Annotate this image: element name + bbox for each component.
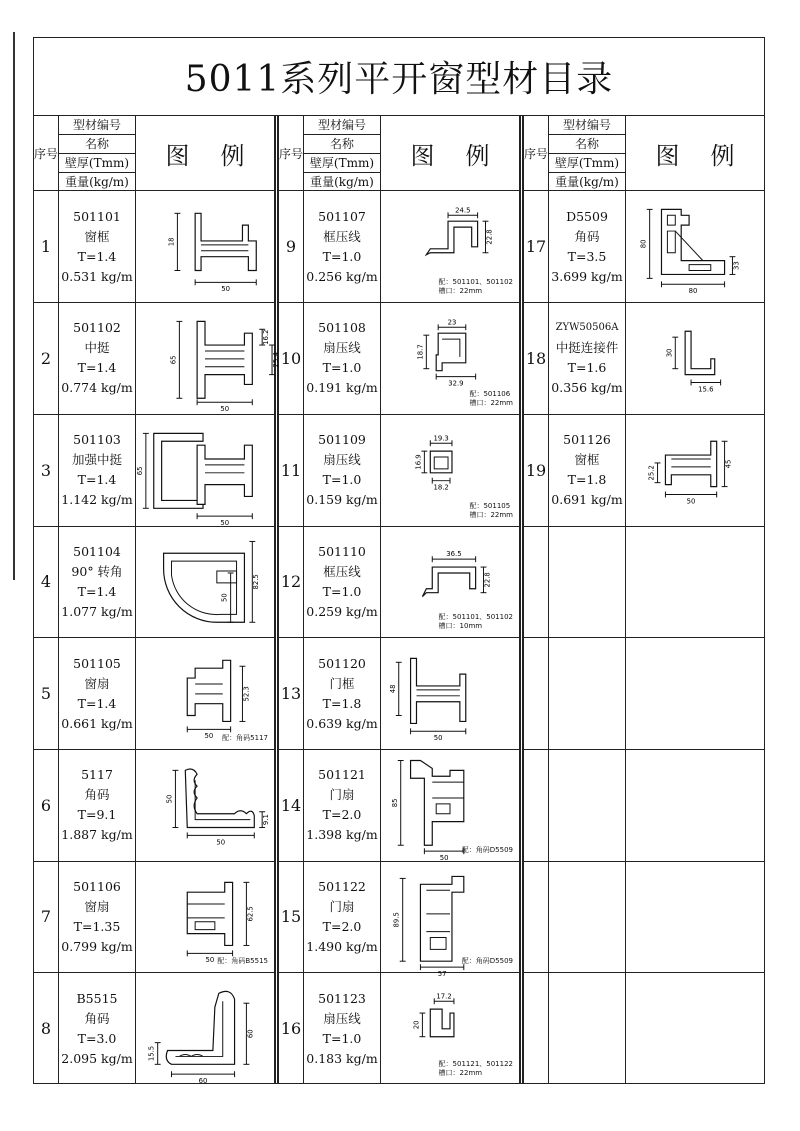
profile-code: 501126	[563, 432, 611, 448]
profile-weight: 1.887 kg/m	[61, 827, 133, 843]
profile-row	[279, 862, 519, 978]
profile-weight: 0.356 kg/m	[551, 380, 623, 396]
svg-text:50: 50	[220, 592, 229, 602]
profile-row	[34, 862, 274, 974]
header-figure-b: 例	[710, 141, 735, 170]
profile-name: 角码	[574, 228, 600, 244]
profile-figure	[136, 862, 274, 973]
profile-figure	[136, 973, 274, 1084]
row-info	[549, 415, 626, 526]
row-info	[549, 862, 626, 973]
profile-weight: 0.691 kg/m	[551, 492, 623, 508]
header-figure-a: 图	[165, 141, 190, 170]
row-index: 14	[279, 750, 304, 861]
profile-section-drawing	[626, 303, 764, 414]
profile-figure	[136, 303, 280, 414]
row-index: 6	[34, 750, 59, 861]
svg-text:16.9: 16.9	[414, 454, 423, 470]
profile-section-drawing	[136, 303, 280, 414]
profile-figure	[381, 862, 519, 978]
profile-section-drawing	[626, 191, 764, 302]
svg-text:50: 50	[220, 518, 230, 527]
profile-name: 90° 转角	[71, 563, 123, 579]
svg-text:57: 57	[437, 969, 447, 978]
profile-name: 框压线	[323, 563, 361, 579]
row-index	[524, 862, 549, 973]
profile-section-drawing	[136, 415, 274, 526]
profile-code: 501108	[318, 320, 366, 336]
header-thickness: 壁厚(Tmm)	[304, 154, 380, 173]
profile-name: 角码	[84, 1010, 110, 1026]
profile-weight: 0.256 kg/m	[306, 268, 378, 284]
profile-thickness: T=1.0	[322, 472, 362, 488]
profile-name: 加强中挺	[71, 452, 122, 468]
svg-text:80: 80	[639, 239, 648, 249]
profile-note: 配：501105 槽口：22mm	[469, 501, 513, 519]
binder-margin-line	[13, 32, 15, 580]
row-index: 7	[34, 862, 59, 973]
profile-row	[279, 415, 519, 527]
row-info	[304, 973, 381, 1084]
row-index: 10	[279, 303, 304, 414]
profile-name: 门扇	[329, 898, 355, 914]
profile-row	[279, 303, 519, 415]
row-info	[549, 191, 626, 302]
svg-text:25.2: 25.2	[647, 464, 656, 481]
row-info	[59, 415, 136, 526]
header-figure-a: 图	[655, 141, 680, 170]
svg-text:52.3: 52.3	[242, 686, 251, 702]
panel-header	[279, 116, 519, 191]
svg-text:22.8: 22.8	[483, 571, 492, 588]
svg-text:36.5: 36.5	[446, 549, 462, 558]
profile-section-drawing	[626, 415, 764, 526]
header-figure	[626, 116, 764, 190]
profile-name: 扇压线	[323, 452, 361, 468]
profile-note: 配：角码5117	[222, 733, 268, 742]
row-index: 16	[279, 973, 304, 1084]
header-info	[549, 116, 626, 190]
svg-text:9.1: 9.1	[262, 814, 271, 825]
profile-row	[34, 527, 274, 639]
row-info	[549, 527, 626, 638]
profile-name: 中挺连接件	[555, 340, 619, 356]
profile-section-drawing	[136, 191, 274, 302]
svg-text:50: 50	[165, 794, 174, 804]
header-figure-b: 例	[465, 141, 490, 170]
profile-figure	[381, 638, 519, 749]
profile-figure	[626, 973, 764, 1084]
profile-weight: 1.142 kg/m	[61, 492, 133, 508]
profile-thickness: T=1.4	[77, 360, 117, 376]
profile-figure	[626, 303, 764, 414]
profile-code: 501104	[73, 543, 121, 559]
profile-figure	[381, 303, 519, 414]
profile-section-drawing	[136, 527, 274, 638]
row-info	[59, 638, 136, 749]
row-info	[59, 862, 136, 973]
profile-code: 501105	[73, 655, 121, 671]
svg-text:33: 33	[732, 261, 741, 271]
profile-weight: 0.774 kg/m	[61, 380, 133, 396]
profile-weight: 3.699 kg/m	[551, 268, 623, 284]
row-info	[549, 750, 626, 861]
svg-text:20: 20	[412, 1020, 421, 1030]
row-index: 9	[279, 191, 304, 302]
svg-text:62.5: 62.5	[246, 905, 255, 922]
profile-thickness: T=2.0	[322, 807, 362, 823]
svg-text:50: 50	[686, 497, 696, 506]
row-index: 4	[34, 527, 59, 638]
header-info	[59, 116, 136, 190]
profile-figure	[136, 415, 274, 526]
profile-code: 501109	[318, 432, 366, 448]
svg-text:24.5: 24.5	[455, 206, 471, 215]
header-weight: 重量(kg/m)	[310, 175, 374, 189]
svg-text:65: 65	[135, 466, 144, 476]
header-name: 名称	[59, 135, 135, 154]
svg-text:50: 50	[204, 732, 214, 741]
profile-row	[279, 973, 519, 1084]
panels	[34, 116, 764, 1084]
profile-note: 配：角码B5515	[217, 957, 268, 966]
profile-name: 窗扇	[84, 898, 110, 914]
row-index	[524, 750, 549, 861]
svg-text:23: 23	[447, 318, 457, 327]
profile-code: 501122	[318, 878, 366, 894]
profile-figure	[136, 638, 274, 749]
profile-row	[34, 973, 274, 1084]
profile-code: D5509	[566, 208, 608, 224]
profile-figure	[626, 862, 764, 973]
profile-row	[34, 303, 280, 415]
svg-text:80: 80	[688, 287, 698, 296]
profile-section-drawing	[381, 750, 519, 861]
svg-text:50: 50	[205, 955, 215, 964]
profile-code: 501121	[318, 767, 366, 783]
profile-section-drawing	[381, 862, 519, 978]
profile-row	[524, 415, 764, 527]
panel-header	[34, 116, 274, 191]
row-index: 5	[34, 638, 59, 749]
header-figure	[136, 116, 274, 190]
profile-row	[524, 862, 764, 974]
profile-section-drawing	[136, 973, 274, 1084]
row-info	[304, 750, 381, 861]
profile-weight: 1.077 kg/m	[61, 603, 133, 619]
profile-figure	[626, 415, 764, 526]
row-index: 19	[524, 415, 549, 526]
row-index	[524, 638, 549, 749]
profile-row	[524, 527, 764, 639]
header-code: 型材编号	[304, 116, 380, 135]
profile-thickness: T=1.4	[77, 248, 117, 264]
profile-note: 配：501101、501102 槽口：22mm	[438, 278, 513, 296]
row-info	[59, 750, 136, 861]
svg-text:18.2: 18.2	[433, 483, 449, 492]
profile-name: 门框	[329, 675, 355, 691]
profile-code: 501101	[73, 208, 121, 224]
profile-row	[279, 527, 519, 639]
row-index: 1	[34, 191, 59, 302]
profile-name: 窗框	[84, 228, 110, 244]
profile-weight: 0.259 kg/m	[306, 603, 378, 619]
profile-code: 5117	[81, 767, 113, 783]
svg-text:15.6: 15.6	[698, 385, 714, 394]
profile-name: 中挺	[84, 340, 110, 356]
profile-note: 配：501121、501122 槽口：22mm	[438, 1059, 513, 1077]
svg-text:18.7: 18.7	[416, 344, 425, 360]
profile-row	[524, 191, 764, 303]
profile-thickness: T=1.35	[73, 918, 121, 934]
row-index: 2	[34, 303, 59, 414]
svg-text:17.2: 17.2	[436, 992, 452, 1001]
header-figure-b: 例	[220, 141, 245, 170]
profile-weight: 0.191 kg/m	[306, 380, 378, 396]
row-info	[59, 973, 136, 1084]
row-index: 13	[279, 638, 304, 749]
svg-text:22.8: 22.8	[485, 229, 494, 246]
profile-name: 扇压线	[323, 340, 361, 356]
row-index: 11	[279, 415, 304, 526]
row-index	[524, 527, 549, 638]
profile-figure	[381, 750, 519, 861]
profile-thickness: T=1.0	[322, 1030, 362, 1046]
header-thickness: 壁厚(Tmm)	[549, 154, 625, 173]
profile-name: 门扇	[329, 787, 355, 803]
profile-name: 框压线	[323, 228, 361, 244]
profile-code: 501110	[318, 543, 366, 559]
row-info	[304, 415, 381, 526]
profile-section-drawing	[136, 750, 274, 861]
profile-weight: 2.095 kg/m	[61, 1050, 133, 1066]
panel-header	[524, 116, 764, 191]
row-index: 12	[279, 527, 304, 638]
profile-name: 角码	[84, 787, 110, 803]
profile-thickness: T=1.0	[322, 360, 362, 376]
profile-thickness: T=1.0	[322, 583, 362, 599]
svg-text:18: 18	[167, 237, 176, 247]
svg-text:85: 85	[390, 798, 399, 808]
header-name: 名称	[549, 135, 625, 154]
header-index: 序号	[279, 116, 304, 190]
profile-row	[279, 638, 519, 750]
svg-text:82.5: 82.5	[252, 573, 261, 590]
profile-code: ZYW50506A	[555, 322, 619, 334]
profile-thickness: T=3.0	[77, 1030, 117, 1046]
profile-row	[279, 191, 519, 303]
profile-thickness: T=1.8	[322, 695, 362, 711]
profile-figure	[626, 638, 764, 749]
page-title: 5011系列平开窗型材目录	[34, 38, 764, 116]
profile-row	[34, 191, 274, 303]
svg-text:50: 50	[220, 405, 230, 414]
row-index: 17	[524, 191, 549, 302]
profile-row	[34, 750, 274, 862]
header-thickness: 壁厚(Tmm)	[59, 154, 135, 173]
profile-figure	[626, 191, 764, 302]
profile-figure	[136, 750, 274, 861]
header-code: 型材编号	[59, 116, 135, 135]
svg-text:50: 50	[216, 838, 226, 847]
profile-weight: 0.639 kg/m	[306, 715, 378, 731]
profile-section-drawing	[136, 638, 274, 749]
profile-thickness: T=9.1	[77, 807, 117, 823]
profile-code: B5515	[76, 990, 118, 1006]
profile-figure	[381, 527, 519, 638]
catalog-panel-2	[271, 116, 519, 1084]
profile-thickness: T=1.8	[567, 472, 607, 488]
svg-text:65: 65	[169, 355, 178, 365]
row-info	[59, 191, 136, 302]
header-info	[304, 116, 381, 190]
row-info	[549, 303, 626, 414]
profile-thickness: T=1.4	[77, 472, 117, 488]
profile-figure	[381, 973, 519, 1084]
profile-thickness: T=1.0	[322, 248, 362, 264]
header-code: 型材编号	[549, 116, 625, 135]
profile-row	[524, 973, 764, 1084]
profile-thickness: T=1.6	[567, 360, 607, 376]
profile-weight: 0.531 kg/m	[61, 268, 133, 284]
profile-row	[524, 303, 764, 415]
svg-text:50: 50	[439, 853, 449, 862]
profile-note: 配：501101、501102 槽口：10mm	[438, 613, 513, 631]
row-info	[549, 973, 626, 1084]
profile-thickness: T=3.5	[567, 248, 607, 264]
profile-section-drawing	[381, 638, 519, 749]
profile-thickness: T=2.0	[322, 918, 362, 934]
profile-thickness: T=1.4	[77, 583, 117, 599]
profile-code: 501107	[318, 208, 366, 224]
row-info	[304, 527, 381, 638]
profile-figure	[381, 415, 519, 526]
profile-row	[524, 638, 764, 750]
profile-code: 501123	[318, 990, 366, 1006]
svg-text:89.5: 89.5	[392, 911, 401, 928]
row-index: 3	[34, 415, 59, 526]
profile-note: 配：角码D5509	[461, 957, 513, 966]
profile-row	[524, 750, 764, 862]
catalog-panel-1	[34, 116, 280, 1086]
svg-text:25.4: 25.4	[271, 352, 280, 368]
row-info	[304, 303, 381, 414]
header-index: 序号	[34, 116, 59, 190]
svg-text:48: 48	[388, 684, 397, 694]
profile-row	[34, 415, 274, 527]
svg-text:60: 60	[246, 1029, 255, 1039]
profile-note: 配：501106 槽口：22mm	[469, 389, 513, 407]
header-figure	[381, 116, 519, 190]
header-figure-a: 图	[410, 141, 435, 170]
svg-text:45: 45	[724, 459, 733, 469]
row-index: 8	[34, 973, 59, 1084]
header-weight: 重量(kg/m)	[65, 175, 129, 189]
row-index: 18	[524, 303, 549, 414]
profile-name: 窗扇	[84, 675, 110, 691]
svg-text:30: 30	[665, 348, 674, 358]
profile-name: 窗框	[574, 452, 600, 468]
row-index: 15	[279, 862, 304, 973]
profile-weight: 0.183 kg/m	[306, 1050, 378, 1066]
profile-weight: 1.398 kg/m	[306, 827, 378, 843]
profile-weight: 0.661 kg/m	[61, 715, 133, 731]
row-info	[304, 638, 381, 749]
profile-code: 501103	[73, 432, 121, 448]
header-weight: 重量(kg/m)	[555, 175, 619, 189]
profile-code: 501102	[73, 320, 121, 336]
catalog-sheet	[33, 37, 765, 1084]
svg-text:16.2: 16.2	[262, 329, 271, 345]
profile-figure	[626, 750, 764, 861]
profile-weight: 1.490 kg/m	[306, 938, 378, 954]
profile-weight: 0.159 kg/m	[306, 492, 378, 508]
header-name: 名称	[304, 135, 380, 154]
profile-figure	[136, 191, 274, 302]
row-info	[59, 527, 136, 638]
profile-thickness: T=1.4	[77, 695, 117, 711]
catalog-panel-3	[519, 116, 764, 1084]
profile-note: 配：角码D5509	[461, 845, 513, 854]
svg-text:60: 60	[198, 1077, 208, 1086]
profile-name: 扇压线	[323, 1010, 361, 1026]
row-info	[549, 638, 626, 749]
profile-figure	[626, 527, 764, 638]
profile-row	[279, 750, 519, 862]
svg-text:50: 50	[221, 285, 231, 294]
row-index	[524, 973, 549, 1084]
svg-text:50: 50	[433, 734, 443, 743]
svg-text:19.3: 19.3	[433, 434, 449, 443]
row-info	[59, 303, 136, 414]
row-info	[304, 191, 381, 302]
svg-text:15.5: 15.5	[147, 1046, 156, 1062]
profile-figure	[381, 191, 519, 302]
profile-section-drawing	[136, 862, 274, 973]
profile-weight: 0.799 kg/m	[61, 938, 133, 954]
row-info	[304, 862, 381, 973]
svg-text:32.9: 32.9	[448, 379, 464, 388]
profile-code: 501120	[318, 655, 366, 671]
profile-row	[34, 638, 274, 750]
header-index: 序号	[524, 116, 549, 190]
profile-code: 501106	[73, 878, 121, 894]
profile-figure	[136, 527, 274, 638]
